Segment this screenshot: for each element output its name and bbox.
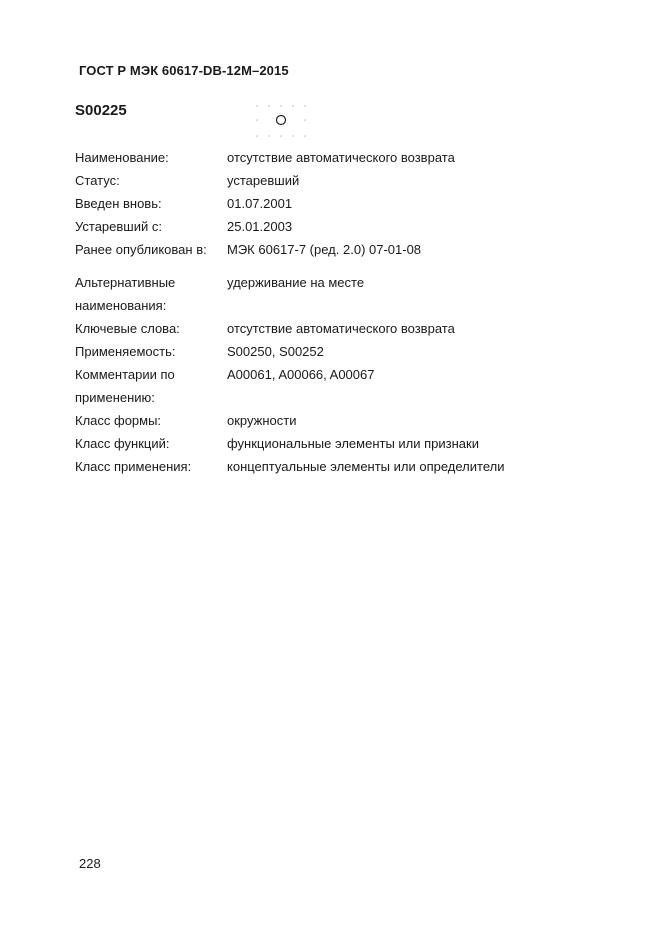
field-label: Комментарии по bbox=[75, 367, 175, 382]
field-row-keywords bbox=[75, 317, 595, 340]
field-value: удерживание на месте bbox=[227, 275, 365, 290]
field-value: 01.07.2001 bbox=[227, 196, 293, 211]
field-value bbox=[227, 386, 595, 409]
circle-symbol-icon bbox=[254, 100, 310, 142]
field-value: концептуальные элементы или определители bbox=[227, 459, 505, 474]
field-row-application-notes bbox=[75, 363, 595, 386]
field-value: устаревший bbox=[227, 173, 300, 188]
field-label: Альтернативные bbox=[75, 275, 176, 290]
field-value: МЭК 60617-7 (ред. 2.0) 07-01-08 bbox=[227, 242, 422, 257]
field-value: окружности bbox=[227, 413, 297, 428]
field-label: Устаревший с: bbox=[75, 219, 162, 234]
field-row-application-class bbox=[75, 455, 595, 478]
field-label: Класс функций: bbox=[75, 436, 170, 451]
field-row-alt-names-cont bbox=[75, 294, 595, 317]
field-label: Ключевые слова: bbox=[75, 321, 180, 336]
field-label: Класс формы: bbox=[75, 413, 162, 428]
field-row-status bbox=[75, 169, 595, 192]
field-label: Класс применения: bbox=[75, 459, 192, 474]
field-value bbox=[227, 294, 595, 317]
symbol-attributes bbox=[75, 146, 595, 478]
field-row-obsolete-since bbox=[75, 215, 595, 238]
document-header: ГОСТ Р МЭК 60617-DB-12M–2015 bbox=[79, 63, 289, 78]
field-label: Статус: bbox=[75, 173, 120, 188]
field-row-introduced bbox=[75, 192, 595, 215]
field-value: отсутствие автоматического возврата bbox=[227, 150, 455, 165]
field-row-name bbox=[75, 146, 595, 169]
field-label: Применяемость: bbox=[75, 344, 176, 359]
field-label: наименования: bbox=[75, 298, 167, 313]
field-row-previously-published bbox=[75, 238, 595, 261]
field-row-shape-class bbox=[75, 409, 595, 432]
field-row-function-class bbox=[75, 432, 595, 455]
field-value: 25.01.2003 bbox=[227, 219, 293, 234]
symbol-code: S00225 bbox=[75, 102, 127, 119]
field-row-applicability bbox=[75, 340, 595, 363]
field-row-application-notes-cont bbox=[75, 386, 595, 409]
field-label: Ранее опубликован в: bbox=[75, 242, 207, 257]
field-label: Наименование: bbox=[75, 150, 169, 165]
field-row-alt-names bbox=[75, 271, 595, 294]
page-number: 228 bbox=[79, 856, 101, 871]
field-value: функциональные элементы или признаки bbox=[227, 436, 479, 451]
field-value: отсутствие автоматического возврата bbox=[227, 321, 455, 336]
field-value: A00061, A00066, A00067 bbox=[227, 367, 375, 382]
field-label: Введен вновь: bbox=[75, 196, 162, 211]
field-value: S00250, S00252 bbox=[227, 344, 324, 359]
field-label: применению: bbox=[75, 390, 155, 405]
